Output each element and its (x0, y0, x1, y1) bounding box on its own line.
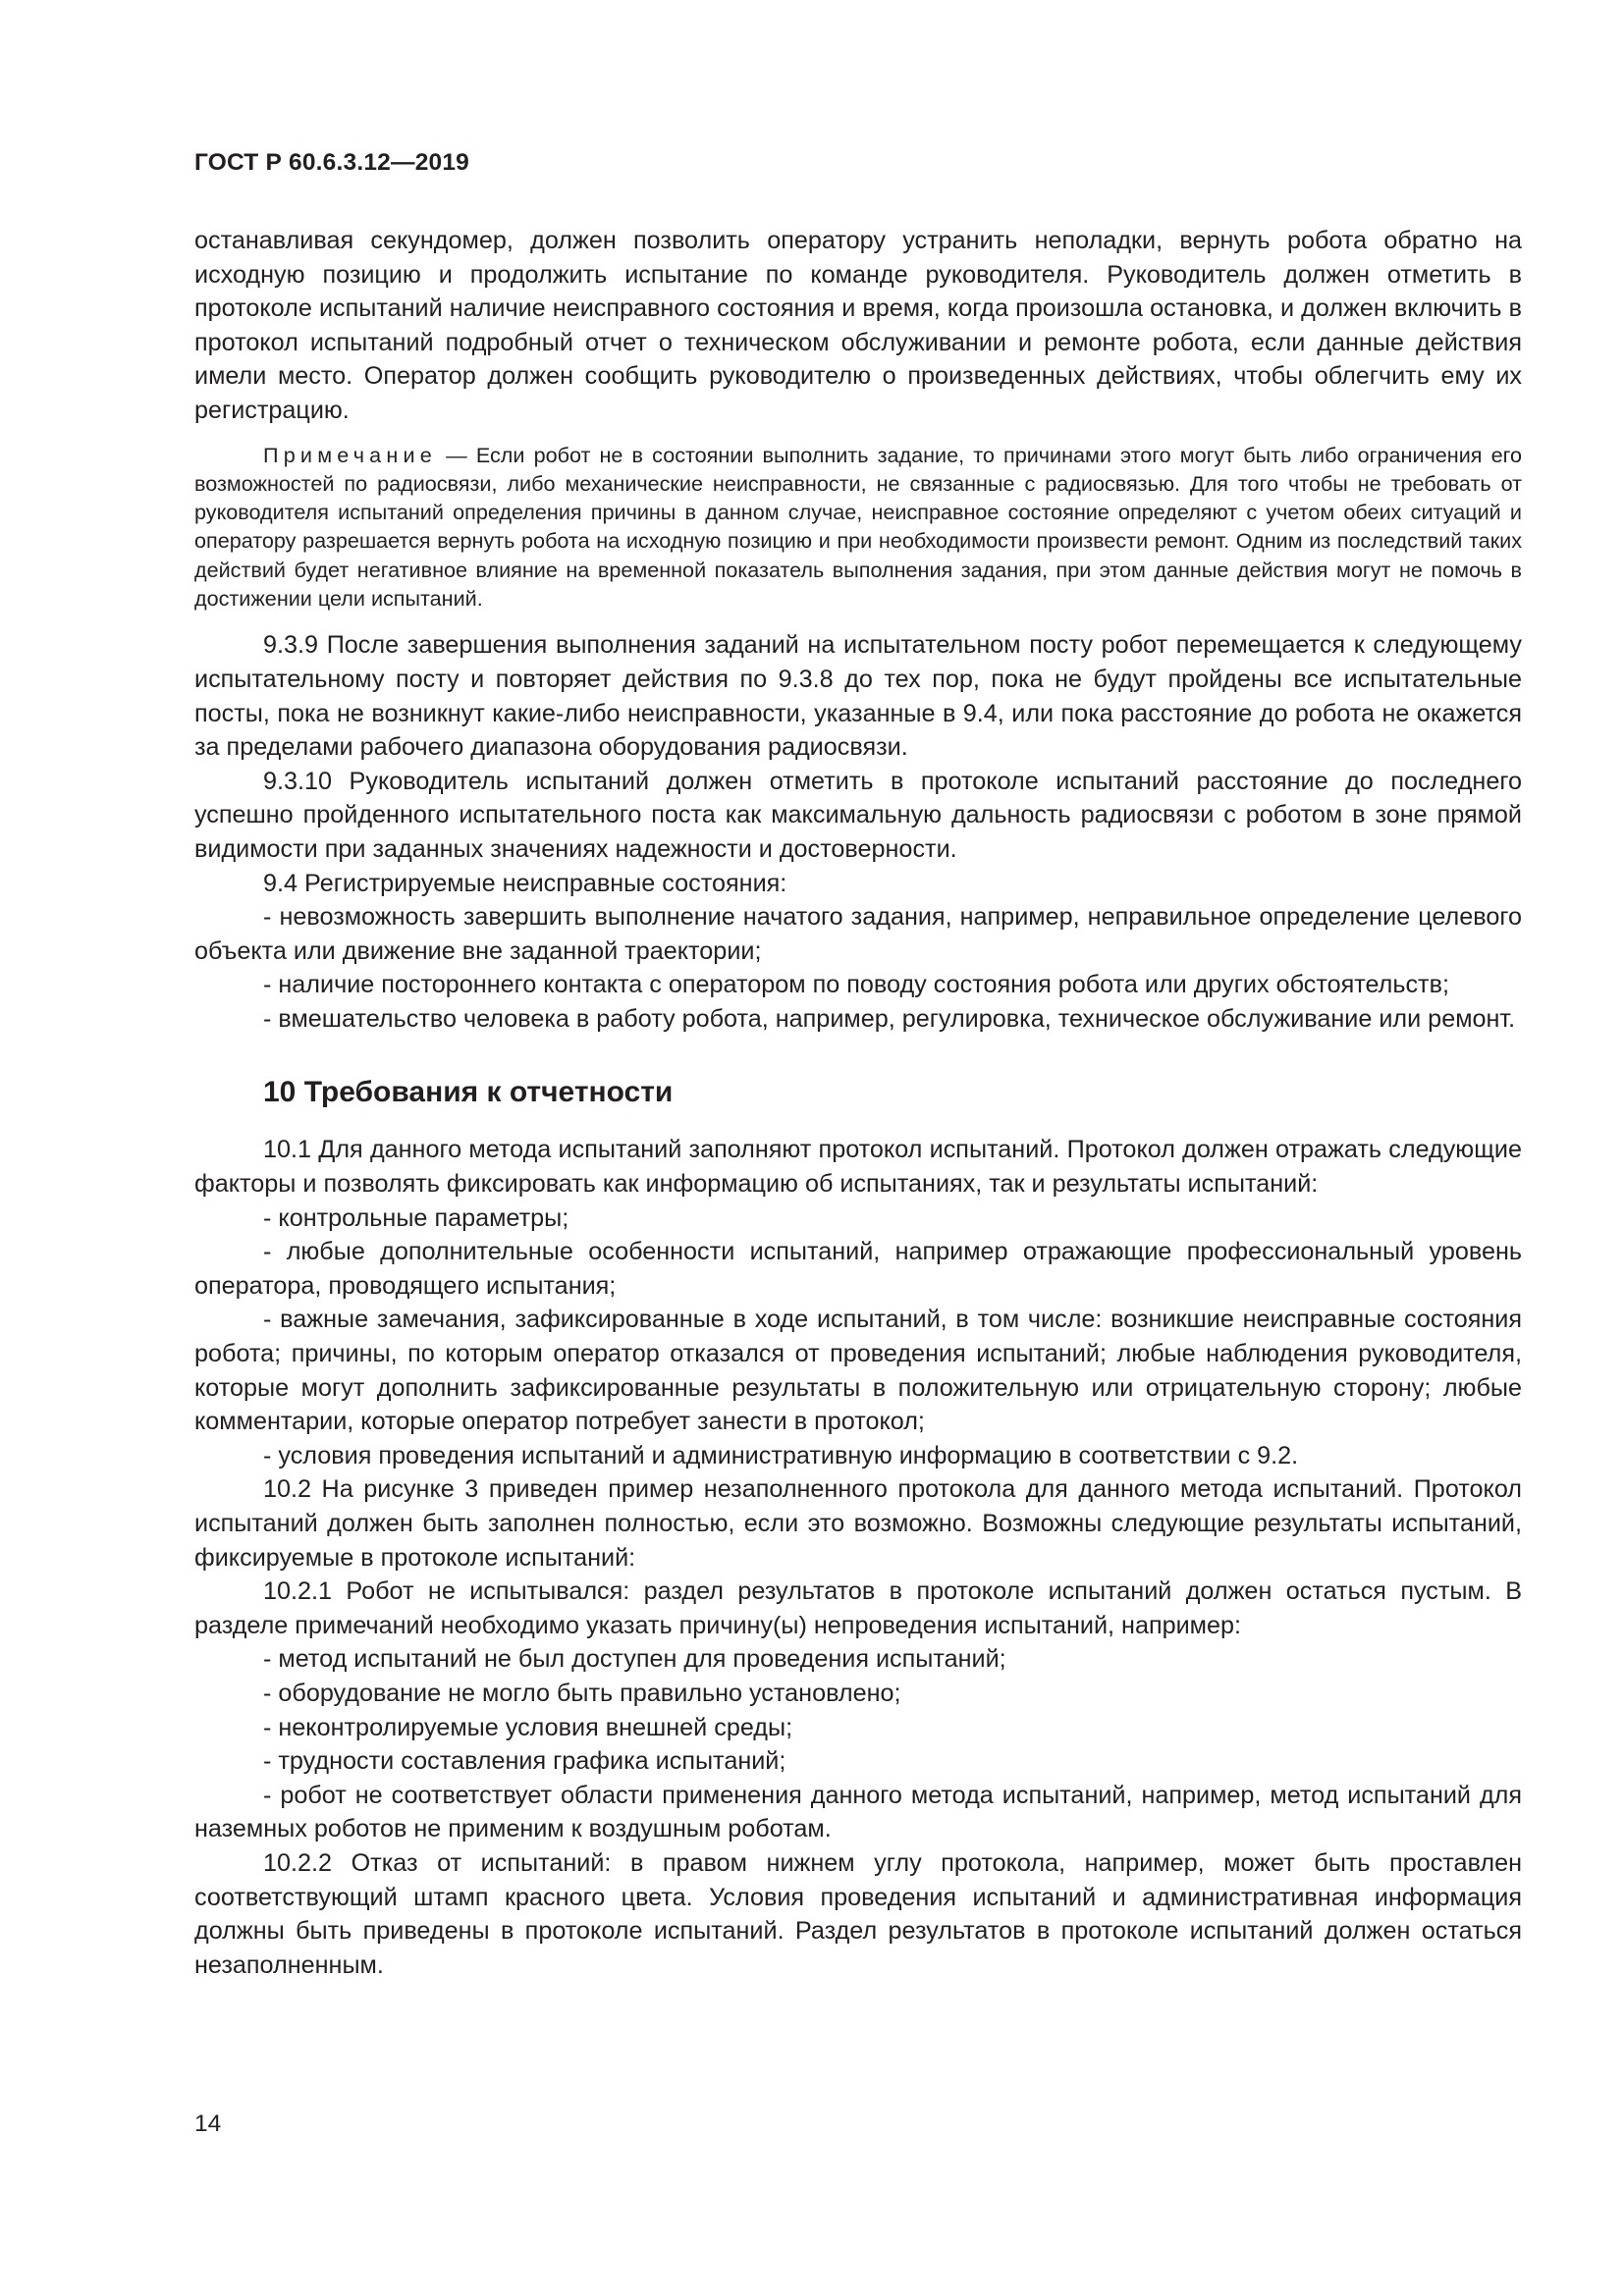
section-heading-10: 10 Требования к отчетности (263, 1076, 674, 1109)
clause-9-4: 9.4 Регистрируемые неисправные состояния: (263, 869, 787, 897)
list-item: - неконтролируемые условия внешней среды; (263, 1713, 793, 1741)
list-item: - невозможность завершить выполнение начатого задания, например, неправильное определение целевого объекта или движение вне заданной траектории; (194, 903, 1522, 965)
note-text: — Если робот не в состоянии выполнить задание, то причинами этого могут быть либо ограничения его возможностей по радиосвязи, либо механические неисправности, не связанные с радиосвязью. Для того чтобы не требовать от руководителя испытаний определения причины в данном случае, неисправное состояние определяют с учетом обеих ситуаций и оператору разрешается вернуть робота на исходную позицию и при необходимости произвести ремонт. Одним из последствий таких действий будет негативное влияние на временной показатель выполнения задания, при этом данные действия могут не помочь в достижении цели испытаний. (194, 442, 1522, 612)
clause-10-2-2: 10.2.2 Отказ от испытаний: в правом нижнем углу протокола, например, может быть проставлен соответствующий штамп красного цвета. Условия проведения испытаний и административная информация должны быть приведены в протоколе испытаний. Раздел результатов в протоколе испытаний должен остаться незаполненным. (194, 1848, 1522, 1979)
clause-10-1: 10.1 Для данного метода испытаний заполняют протокол испытаний. Протокол должен отражать следующие факторы и позволять фиксировать как информацию об испытаниях, так и результаты испытаний: (194, 1136, 1522, 1199)
paragraph-continuation: останавливая секундомер, должен позволить оператору устранить неполадки, вернуть робота обратно на исходную позицию и продолжить испытание по команде руководителя. Руководитель должен отметить в протоколе испытаний наличие неисправного состояния и время, когда произошла остановка, и должен включить в протокол испытаний подробный отчет о техническом обслуживании и ремонте робота, если данные действия имели место. Оператор должен сообщить руководителю о произведенных действиях, чтобы облегчить ему их регистрацию. (194, 227, 1522, 424)
note-label: Примечание (263, 442, 437, 467)
list-item: - трудности составления графика испытаний; (263, 1747, 786, 1776)
list-item: - условия проведения испытаний и административную информацию в соответствии с 9.2. (263, 1441, 1299, 1469)
list-item: - контрольные параметры; (263, 1203, 569, 1232)
clause-10-2: 10.2 На рисунке 3 приведен пример незаполненного протокола для данного метода испытаний. Протокол испытаний должен быть заполнен полностью, если это возможно. Возможны следующие результаты испытаний, фиксируемые в протоколе испытаний: (194, 1475, 1522, 1572)
list-item: - наличие постороннего контакта с оператором по поводу состояния робота или других обстоятельств; (263, 971, 1449, 999)
document-header-standard-id: ГОСТ Р 60.6.3.12—2019 (194, 149, 470, 176)
clause-9-3-9: 9.3.9 После завершения выполнения заданий на испытательном посту робот перемещается к следующему испытательному посту и повторяет действия по 9.3.8 до тех пор, пока не будут пройдены все испытательные посты, пока не возникнут какие-либо неисправности, указанные в 9.4, или пока расстояние до робота не окажется за пределами рабочего диапазона оборудования радиосвязи. (194, 631, 1522, 762)
list-item: - вмешательство человека в работу робота, например, регулировка, техническое обслуживание или ремонт. (263, 1004, 1516, 1033)
clause-9-3-10: 9.3.10 Руководитель испытаний должен отметить в протоколе испытаний расстояние до последнего успешно пройденного испытательного поста как максимальную дальность радиосвязи с роботом в зоне прямой видимости при заданных значениях надежности и достоверности. (194, 767, 1522, 863)
list-item: - любые дополнительные особенности испытаний, например отражающие профессиональный уровень оператора, проводящего испытания; (194, 1238, 1522, 1300)
list-item: - оборудование не могло быть правильно установлено; (263, 1679, 901, 1707)
page-number: 14 (194, 2110, 222, 2137)
list-item: - робот не соответствует области применения данного метода испытаний, например, метод испытаний для наземных роботов не применим к воздушным роботам. (194, 1781, 1522, 1843)
list-item: - важные замечания, зафиксированные в ходе испытаний, в том числе: возникшие неисправные состояния робота; причины, по которым оператор отказался от проведения испытаний; любые наблюдения руководителя, которые могут дополнить зафиксированные результаты в положительную или отрицательную сторону; любые комментарии, которые оператор потребует занести в протокол; (194, 1306, 1522, 1436)
clause-10-2-1: 10.2.1 Робот не испытывался: раздел результатов в протоколе испытаний должен остаться пустым. В разделе примечаний необходимо указать причину(ы) непроведения испытаний, например: (194, 1577, 1522, 1639)
list-item: - метод испытаний не был доступен для проведения испытаний; (263, 1645, 1006, 1674)
page-body (194, 224, 1522, 1982)
note-block (194, 441, 1522, 614)
